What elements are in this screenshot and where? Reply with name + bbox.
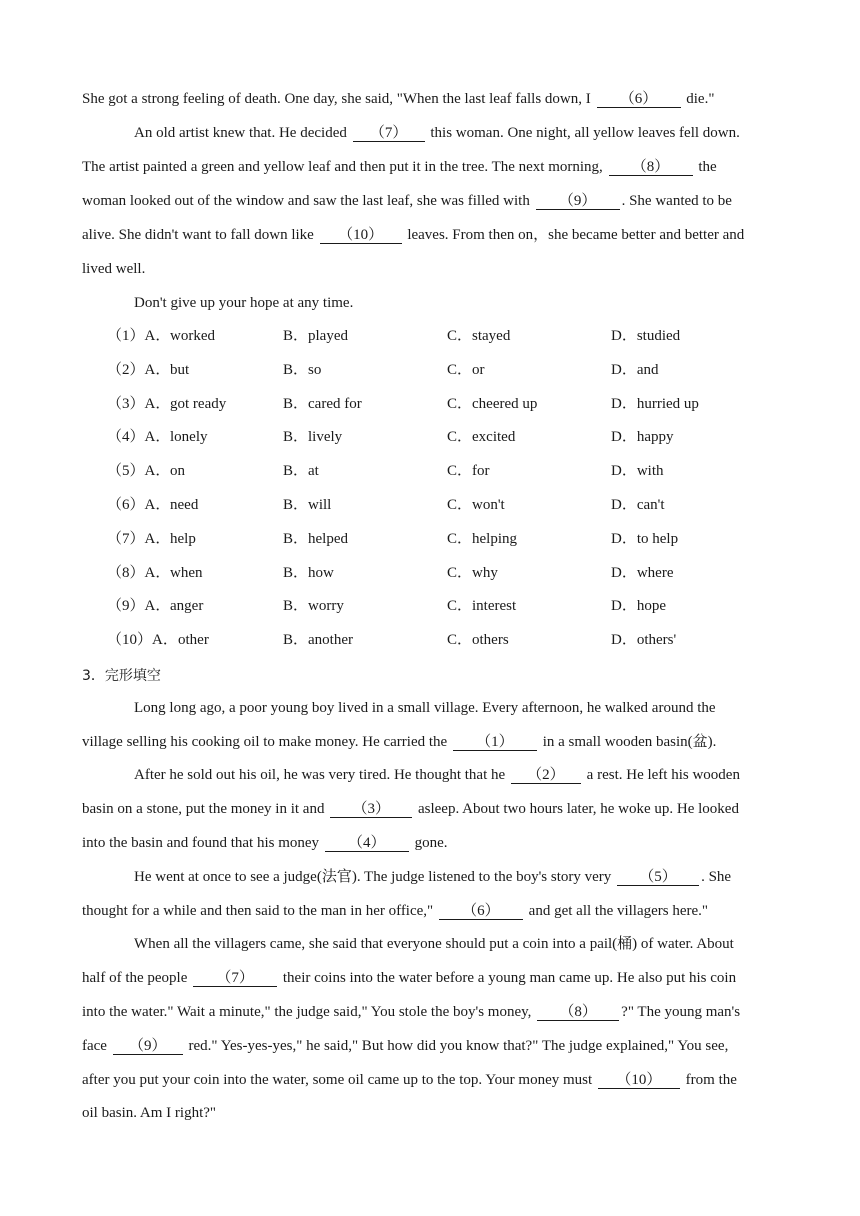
option-row <box>0 462 860 482</box>
option-d[interactable]: D．others' <box>611 632 677 649</box>
blank-6[interactable]: （6） <box>597 91 681 108</box>
passage2-line-10: into the water." Wait a minute," the judge said," You stole the boy's money, （8） ?" The young man's <box>82 1004 741 1020</box>
blank-3[interactable]: （3） <box>330 801 412 818</box>
question-number: （10）A． <box>107 632 178 649</box>
option-a[interactable]: on <box>170 463 185 480</box>
option-c[interactable]: C．excited <box>447 429 516 446</box>
option-a[interactable]: worked <box>170 328 215 344</box>
option-c[interactable]: C．cheered up <box>447 395 538 412</box>
option-b[interactable]: B．how <box>283 564 334 581</box>
option-d[interactable]: D．hope <box>611 598 666 615</box>
option-row <box>0 631 860 651</box>
passage2-line-1: Long long ago, a poor young boy lived in a small village. Every afternoon, he walked around the <box>134 700 716 716</box>
option-row <box>0 597 860 617</box>
option-a[interactable]: but <box>170 361 190 378</box>
blank-4[interactable]: （4） <box>325 835 409 852</box>
option-a[interactable]: need <box>170 497 199 513</box>
blank-10b[interactable]: （10） <box>598 1072 680 1089</box>
option-d[interactable]: D．happy <box>611 429 674 446</box>
option-d[interactable]: D．and <box>611 361 659 378</box>
option-row <box>0 361 860 381</box>
blank-7b[interactable]: （7） <box>193 970 277 987</box>
blank-2[interactable]: （2） <box>511 767 581 784</box>
option-c[interactable]: C．others <box>447 632 509 649</box>
option-b[interactable]: B．another <box>283 632 353 649</box>
option-d[interactable]: D．to help <box>611 530 679 547</box>
passage2-line-12: after you put your coin into the water, some oil came up to the top. Your money must （10） from the <box>82 1072 737 1088</box>
blank-8[interactable]: （8） <box>609 159 693 176</box>
question-number: （6）A． <box>107 497 171 513</box>
option-a[interactable]: anger <box>170 598 204 615</box>
passage2-line-11: face （9） red." Yes-yes-yes," he said," But how did you know that?" The judge explained," You see, <box>82 1038 729 1054</box>
passage2-line-6: He went at once to see a judge(法官). The judge listened to the boy's story very （5） . She <box>134 869 732 885</box>
option-row <box>0 428 860 448</box>
passage1-line-2: An old artist knew that. He decided （7） this woman. One night, all yellow leaves fell down. <box>134 125 740 141</box>
option-b[interactable]: B．helped <box>283 530 348 547</box>
question-number: （7）A． <box>107 530 171 547</box>
option-c[interactable]: C．for <box>447 463 490 480</box>
option-c[interactable]: C．won't <box>447 497 505 513</box>
passage2-line-4: basin on a stone, put the money in it and （3） asleep. About two hours later, he woke up. He looked <box>82 801 739 817</box>
option-c[interactable]: C．stayed <box>447 328 511 344</box>
option-b[interactable]: B．lively <box>283 429 343 446</box>
option-row <box>0 496 860 516</box>
passage2-line-5: into the basin and found that his money （4） gone. <box>82 835 448 851</box>
option-b[interactable]: B．cared for <box>283 395 362 412</box>
option-b[interactable]: B．at <box>283 463 319 480</box>
question-number: （9）A． <box>107 598 171 615</box>
blank-9[interactable]: （9） <box>536 193 620 210</box>
question-number: （5）A． <box>107 463 171 480</box>
blank-1[interactable]: （1） <box>453 734 537 751</box>
option-a[interactable]: got ready <box>170 395 227 412</box>
passage1-line-6: lived well. <box>82 261 146 277</box>
question-number: （2）A． <box>107 361 171 378</box>
option-a[interactable]: help <box>170 530 196 547</box>
option-c[interactable]: C．helping <box>447 530 517 547</box>
question-number: （3）A． <box>107 395 171 412</box>
passage2-line-13: oil basin. Am I right?" <box>82 1105 217 1121</box>
option-b[interactable]: B．so <box>283 361 322 378</box>
option-row <box>0 327 860 347</box>
question-number: （4）A． <box>107 429 171 446</box>
blank-9b[interactable]: （9） <box>113 1038 183 1055</box>
option-c[interactable]: C．interest <box>447 598 517 615</box>
option-d[interactable]: D．can't <box>611 497 665 513</box>
blank-8b[interactable]: （8） <box>537 1004 619 1021</box>
option-d[interactable]: D．with <box>611 463 664 480</box>
passage1-line-4: woman looked out of the window and saw the last leaf, she was filled with （9） . She wanted to be <box>82 193 732 209</box>
option-row <box>0 395 860 415</box>
passage2-line-8: When all the villagers came, she said that everyone should put a coin into a pail(桶) of water. About <box>134 936 734 952</box>
option-d[interactable]: D．studied <box>611 328 681 344</box>
option-a[interactable]: other <box>178 632 209 649</box>
option-b[interactable]: B．worry <box>283 598 344 615</box>
question-number: （1）A． <box>107 328 171 344</box>
passage1-line-3: The artist painted a green and yellow leaf and then put it in the tree. The next morning, （8） the <box>82 159 717 175</box>
option-a[interactable]: lonely <box>170 429 208 446</box>
option-b[interactable]: B．will <box>283 497 332 513</box>
blank-10[interactable]: （10） <box>320 227 402 244</box>
passage1-line-5: alive. She didn't want to fall down like （10） leaves. From then on，she became better and better and <box>82 227 745 243</box>
passage1-line-7: Don't give up your hope at any time. <box>134 295 354 311</box>
question-number: （8）A． <box>107 564 171 581</box>
option-c[interactable]: C．why <box>447 564 498 581</box>
option-b[interactable]: B．played <box>283 328 348 344</box>
option-a[interactable]: when <box>170 564 203 581</box>
section-title: 3．完形填空 <box>82 668 161 684</box>
option-row <box>0 564 860 584</box>
blank-6b[interactable]: （6） <box>439 903 523 920</box>
passage2-line-7: thought for a while and then said to the man in her office," （6） and get all the villagers here." <box>82 903 709 919</box>
passage2-line-2: village selling his cooking oil to make money. He carried the （1） in a small wooden basin(盆). <box>82 734 717 750</box>
option-d[interactable]: D．where <box>611 564 674 581</box>
passage1-line-1: She got a strong feeling of death. One day, she said, "When the last leaf falls down, I （6） die." <box>82 91 715 107</box>
blank-7[interactable]: （7） <box>353 125 425 142</box>
blank-5[interactable]: （5） <box>617 869 699 886</box>
option-row <box>0 530 860 550</box>
passage2-line-3: After he sold out his oil, he was very tired. He thought that he （2） a rest. He left his wooden <box>134 767 740 783</box>
option-c[interactable]: C．or <box>447 361 485 378</box>
option-d[interactable]: D．hurried up <box>611 395 699 412</box>
passage2-line-9: half of the people （7） their coins into the water before a young man came up. He also put his coin <box>82 970 737 986</box>
